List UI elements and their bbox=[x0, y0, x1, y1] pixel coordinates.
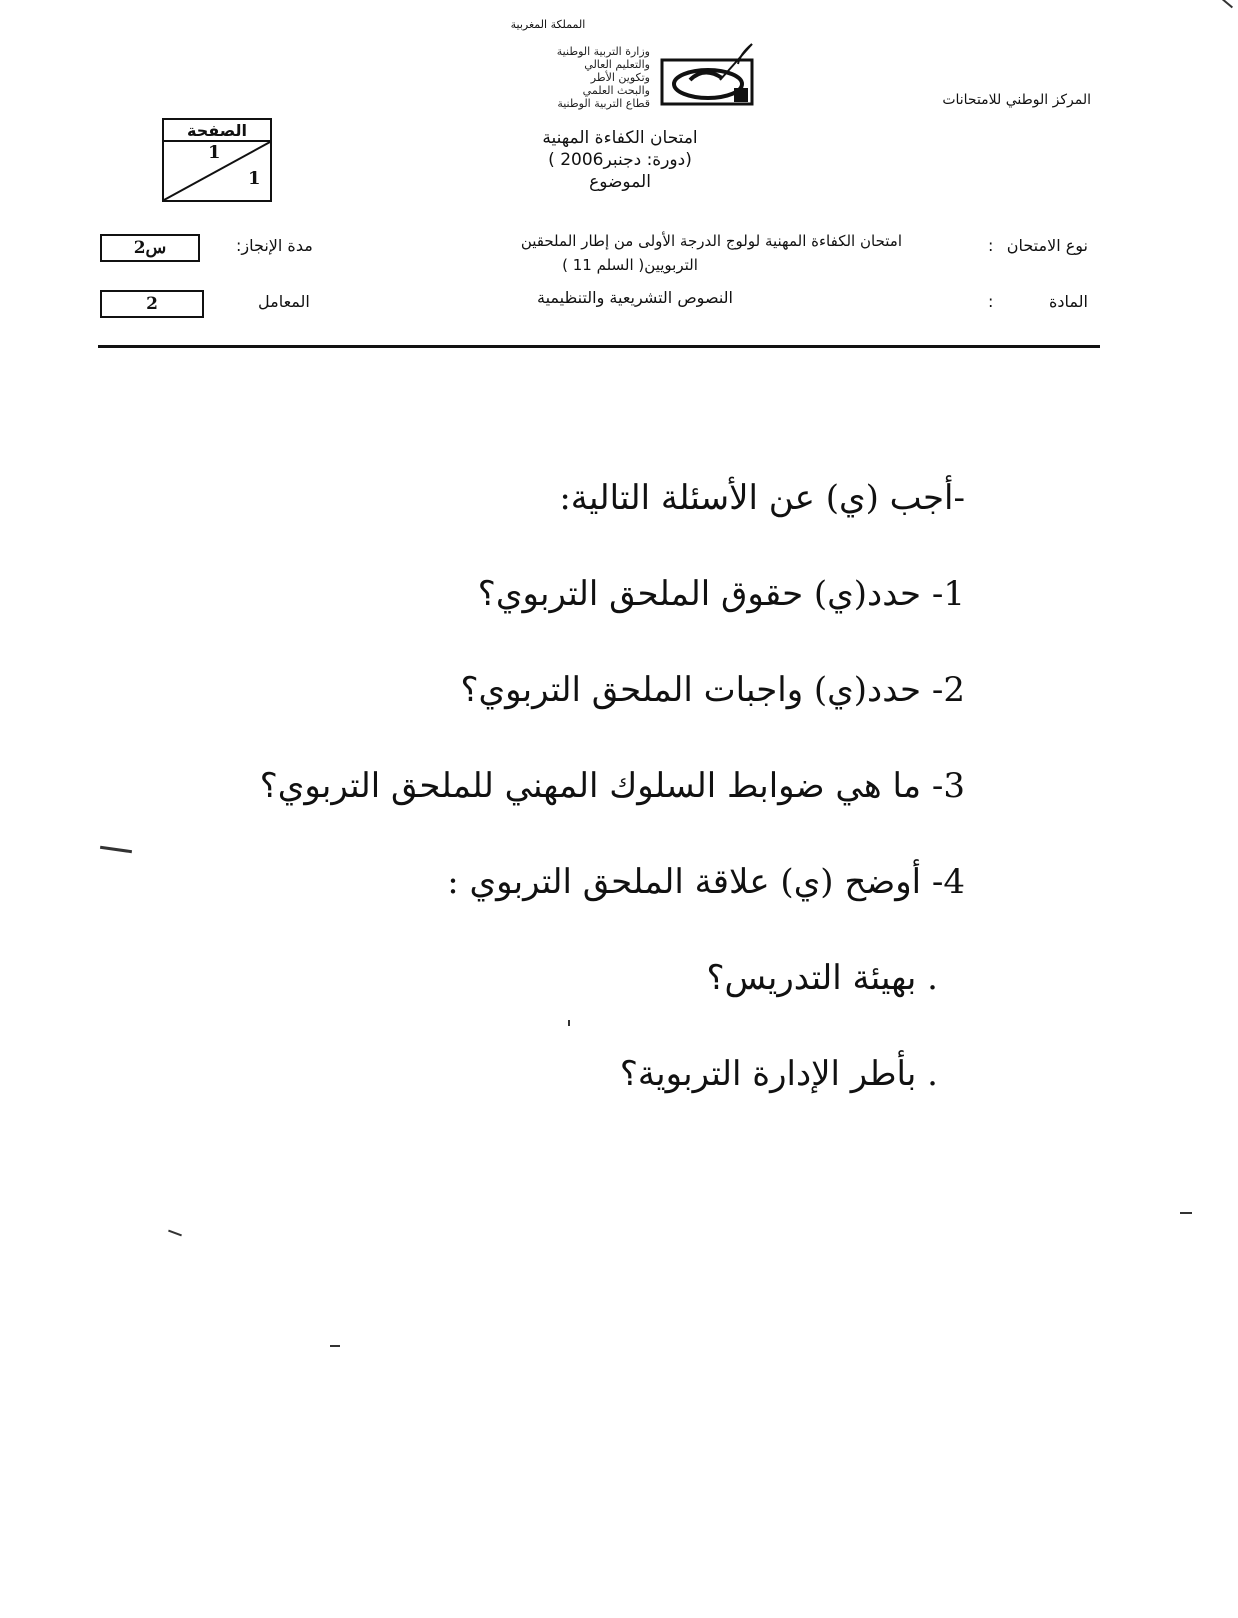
subject-value: النصوص التشريعية والتنظيمية bbox=[537, 288, 733, 307]
ministry-logo-icon bbox=[660, 40, 760, 106]
scan-mark bbox=[1221, 0, 1233, 8]
exam-type-colon: : bbox=[988, 236, 994, 255]
exam-type-value: امتحان الكفاءة المهنية لولوج الدرجة الأولى من إطار الملحقين bbox=[520, 232, 902, 250]
instruction: -أجب (ي) عن الأسئلة التالية: bbox=[559, 478, 965, 518]
question-4: 4- أوضح (ي) علاقة الملحق التربوي : bbox=[447, 862, 965, 902]
subject-colon: : bbox=[988, 292, 994, 311]
question-3: 3- ما هي ضوابط السلوك المهني للملحق التربوي؟ bbox=[259, 766, 965, 806]
subject-label: المادة bbox=[1049, 292, 1088, 311]
duration-value: 2س bbox=[100, 234, 200, 262]
kingdom-name: المملكة المغربية bbox=[510, 18, 586, 31]
ministry-line: وزارة التربية الوطنية bbox=[556, 45, 650, 58]
subject-heading: الموضوع bbox=[589, 172, 651, 192]
scan-mark bbox=[330, 1345, 340, 1347]
ministry-line: والتعليم العالي bbox=[584, 58, 650, 71]
sub-question-2: . بأطر الإدارة التربوية؟ bbox=[619, 1054, 938, 1094]
question-1: 1- حدد(ي) حقوق الملحق التربوي؟ bbox=[477, 574, 965, 614]
page-total: 1 bbox=[248, 168, 261, 189]
exam-type-label: نوع الامتحان bbox=[1006, 236, 1088, 255]
scan-mark bbox=[1180, 1212, 1192, 1214]
ministry-line: قطاع التربية الوطنية bbox=[557, 97, 650, 110]
page-box-label: الصفحة bbox=[162, 118, 272, 142]
coefficient-value: 2 bbox=[100, 290, 204, 318]
exam-type-value-line2: التربويين( السلم 11 ) bbox=[562, 256, 698, 274]
question-2: 2- حدد(ي) واجبات الملحق التربوي؟ bbox=[460, 670, 965, 710]
coefficient-label: المعامل bbox=[258, 292, 310, 311]
national-center: المركز الوطني للامتحانات bbox=[942, 92, 1091, 108]
duration-label: مدة الإنجاز: bbox=[236, 236, 313, 255]
sub-question-1: . بهيئة التدريس؟ bbox=[706, 958, 938, 998]
page-box bbox=[162, 118, 272, 202]
page-number: 1 bbox=[208, 142, 221, 163]
exam-title: امتحان الكفاءة المهنية bbox=[542, 128, 698, 148]
scan-mark bbox=[168, 1230, 182, 1237]
ministry-line: وتكوين الأطر bbox=[590, 71, 650, 84]
exam-session: (دورة: دجنبر2006 ) bbox=[548, 150, 692, 170]
header-divider bbox=[98, 345, 1100, 348]
scan-mark bbox=[568, 1020, 570, 1026]
ministry-block bbox=[430, 45, 650, 110]
scan-mark bbox=[100, 846, 132, 853]
ministry-line: والبحث العلمي bbox=[582, 84, 650, 97]
